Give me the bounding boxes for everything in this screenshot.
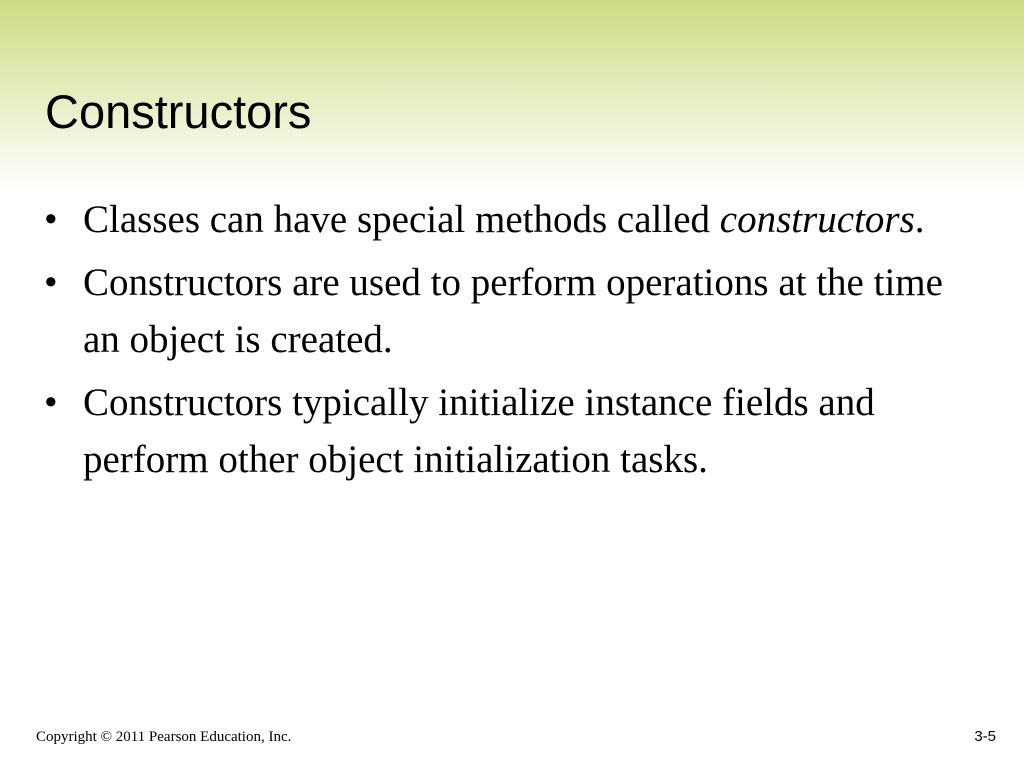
bullet-emphasis: constructors (719, 198, 915, 241)
bullet-text: Constructors typically initialize instance fields and perform other object initialization tasks. (83, 381, 875, 481)
bullet-icon: • (44, 381, 58, 424)
bullet-item (44, 191, 964, 248)
bullet-text: Constructors are used to perform operations at the time an object is created. (83, 261, 943, 361)
bullet-icon: • (44, 198, 58, 241)
footer-copyright: Copyright © 2011 Pearson Education, Inc. (36, 729, 292, 745)
page-number: 3-5 (974, 728, 996, 745)
slide-title: Constructors (45, 85, 312, 138)
bullet-item (44, 374, 964, 488)
bullet-item (44, 254, 964, 368)
bullet-suffix: . (914, 198, 925, 241)
bullet-list (44, 191, 964, 494)
bullet-text: Classes can have special methods called (83, 198, 720, 241)
bullet-icon: • (44, 261, 58, 304)
